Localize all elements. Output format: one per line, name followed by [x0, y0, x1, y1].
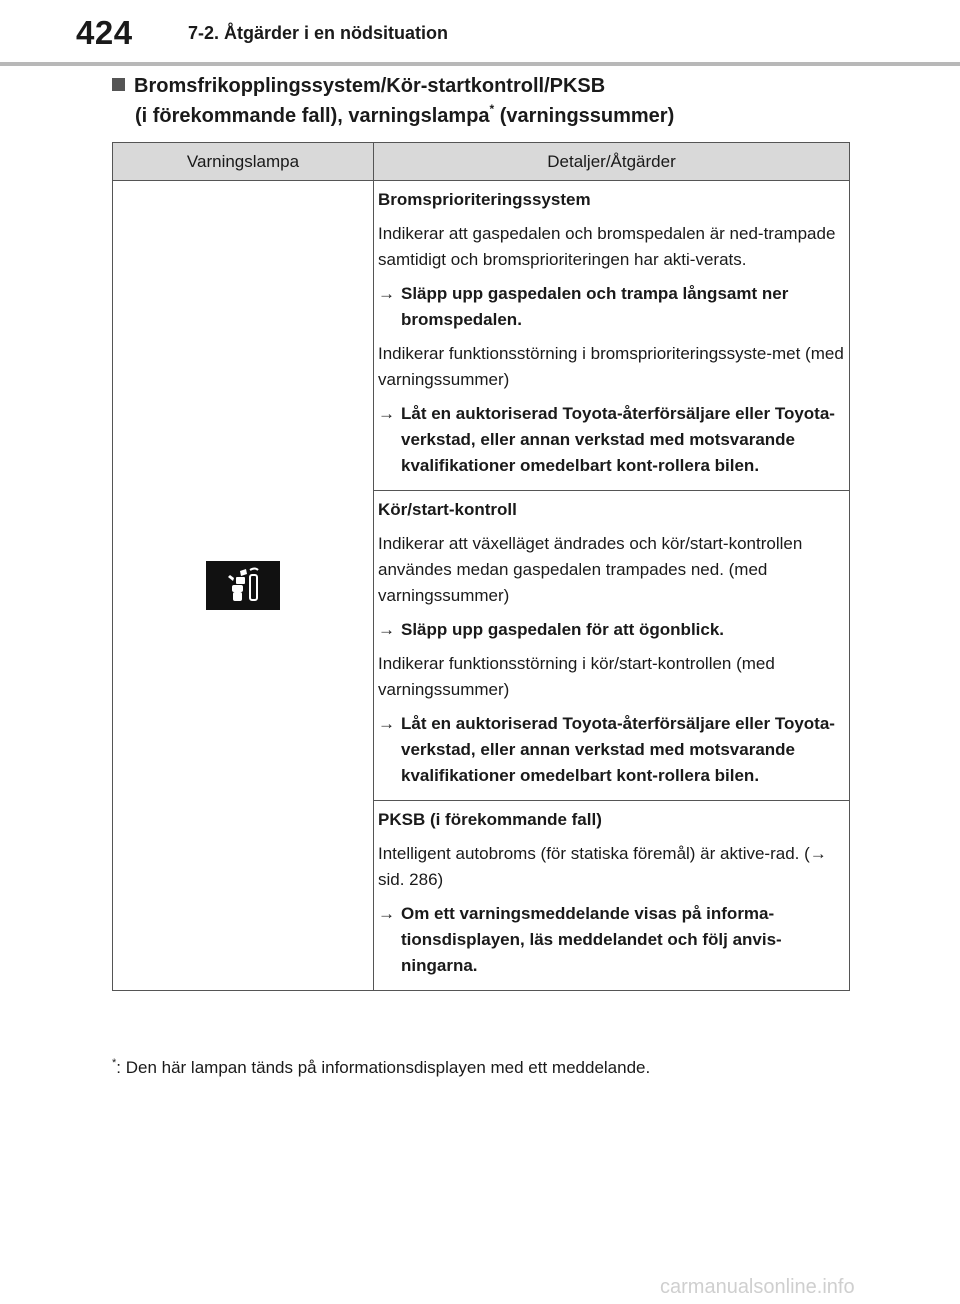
arrow-right-icon: →	[378, 620, 395, 639]
action-item	[378, 711, 845, 789]
section-title: PKSB (i förekommande fall)	[378, 810, 602, 829]
section-pksb	[374, 801, 850, 991]
action-item	[378, 281, 845, 333]
page-reference-link[interactable]: sid. 286)	[378, 870, 444, 889]
action-item	[378, 617, 845, 643]
arrow-right-icon: →	[378, 284, 395, 303]
description-text: Indikerar funktionsstörning i bromsprioriteringssyste-met (med varningssummer)	[378, 344, 844, 389]
lamp-cell	[113, 181, 374, 991]
action-item	[378, 901, 845, 979]
description-text-start: Intelligent autobroms (för statiska föremål) är aktive-rad. (	[378, 844, 810, 863]
heading-line-2-end: (varningssummer)	[494, 105, 675, 127]
section-title: Kör/start-kontroll	[378, 500, 517, 519]
table-row	[113, 181, 850, 491]
table-header-row	[113, 143, 850, 181]
arrow-right-icon: →	[378, 714, 395, 733]
section-title: Bromsprioriteringssystem	[378, 190, 591, 209]
description-text: Indikerar funktionsstörning i kör/start-kontrollen (med varningssummer)	[378, 654, 775, 699]
warning-light-table	[112, 142, 850, 991]
page-number: 424	[76, 14, 133, 51]
header-divider	[0, 62, 960, 66]
heading-line-2-text: (i förekommande fall), varningslampa	[135, 105, 490, 127]
arrow-right-icon: →	[378, 904, 395, 923]
action-text: Släpp upp gaspedalen för att ögonblick.	[401, 620, 725, 639]
action-item	[378, 401, 845, 479]
heading-line-1: Bromsfrikopplingssystem/Kör-startkontroll/PKSB	[134, 75, 606, 97]
footnote-ref: *	[489, 102, 495, 116]
description-text: Indikerar att växelläget ändrades och kör/start-kontrollen användes medan gaspedalen trampades ned. (med varningssummer)	[378, 534, 803, 605]
action-text: Släpp upp gaspedalen och trampa långsamt ner bromspedalen.	[401, 284, 789, 329]
col-header-details: Detaljer/Åtgärder	[374, 143, 850, 181]
col-header-lamp: Varningslampa	[113, 143, 374, 181]
action-text: Låt en auktoriserad Toyota-återförsäljare eller Toyota-verkstad, eller annan verkstad med motsvarande kvalifikationer omedelbart kont-rollera bilen.	[401, 714, 835, 785]
description-text: Indikerar att gaspedalen och bromspedalen är ned-trampade samtidigt och bromsprioriteringen har akti-verats.	[378, 224, 836, 269]
brake-override-warning-icon	[206, 561, 280, 610]
description-text	[378, 841, 845, 893]
footnote	[112, 1056, 872, 1080]
footnote-text: : Den här lampan tänds på informationsdisplayen med ett meddelande.	[116, 1058, 651, 1077]
bullet-square-icon	[112, 78, 125, 91]
footnote-mark: *	[112, 1057, 117, 1069]
section-drive-start-control	[374, 491, 850, 801]
watermark: carmanualsonline.info	[660, 1276, 855, 1298]
section-heading	[112, 71, 872, 131]
chapter-title: 7-2. Åtgärder i en nödsituation	[188, 23, 449, 43]
heading-line-2	[112, 101, 872, 131]
arrow-right-icon: →	[378, 404, 395, 423]
action-text: Låt en auktoriserad Toyota-återförsäljare eller Toyota-verkstad, eller annan verkstad med motsvarande kvalifikationer omedelbart kont-rollera bilen.	[401, 404, 835, 475]
arrow-right-icon: →	[809, 844, 827, 863]
section-brake-override	[374, 181, 850, 491]
action-text: Om ett varningsmeddelande visas på informa-tionsdisplayen, läs meddelandet och följ anvis-ningarna.	[401, 904, 782, 975]
